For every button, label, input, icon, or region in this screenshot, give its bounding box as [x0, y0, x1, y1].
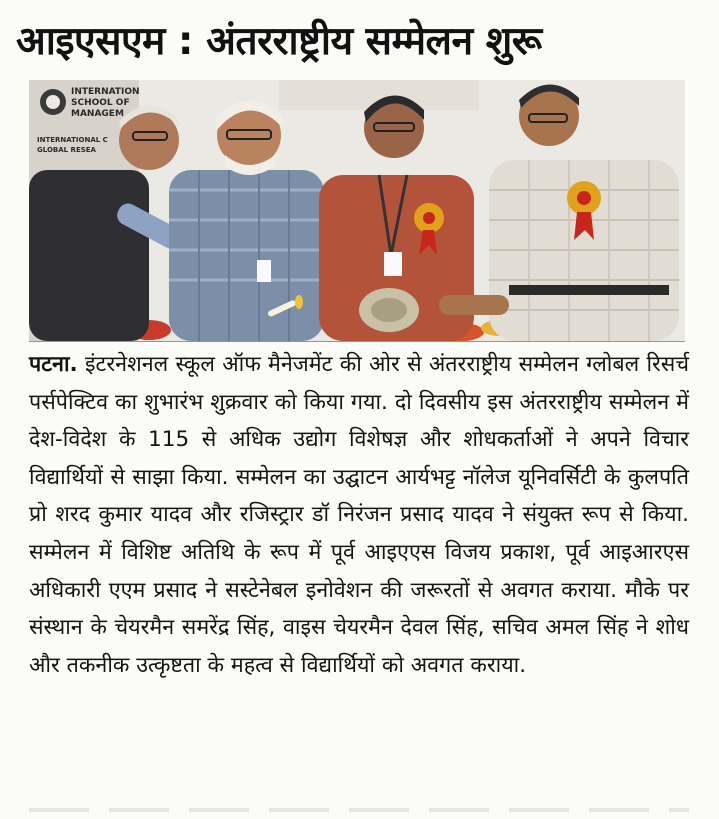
banner-line-3: MANAGEM [71, 109, 124, 119]
article-text: इंटरनेशनल स्कूल ऑफ मैनेजमेंट की ओर से अंतरराष्ट्रीय सम्मेलन ग्लोबल रिसर्च पर्सपेक्टिव का शुभारंभ शुक्रवार को किया गया. दो दिवसीय इस अंतरराष्ट्रीय सम्मेलन में देश-विदेश के 115 से अधिक उद्योग विशेषज्ञ और शोधकर्ताओं ने अपने विचार विद्यार्थियों से साझा किया. सम्मेलन का उद्घाटन आर्यभट्ट नॉलेज यूनिवर्सिटी के कुलपति प्रो शरद कुमार यादव और रजिस्ट्रार डॉ निरंजन प्रसाद यादव ने संयुक्त रूप से किया. सम्मेलन में विशिष्ट अतिथि के रूप में पूर्व आइएएस विजय प्रकाश, पूर्व आइआरएस अधिकारी एएम प्रसाद ने सस्टेनेबल इनोवेशन की जरूरतों से अवगत कराया. मौके पर संस्थान के चेयरमैन समरेंद्र सिंह, वाइस चेयरमैन देवल सिंह, सचिव अमल सिंह ने शोध और तकनीक उत्कृष्टता के महत्व से विद्यार्थियों को अवगत कराया. [29, 352, 689, 678]
banner-line-5: GLOBAL RESEA [37, 146, 96, 154]
dateline: पटना. [29, 352, 78, 377]
news-photo [29, 80, 685, 342]
photo-illustration [29, 80, 685, 341]
banner-line-1: INTERNATION [71, 87, 140, 97]
headline: आइएसएम : अंतरराष्ट्रीय सम्मेलन शुरू [16, 19, 542, 64]
banner-line-2: SCHOOL OF [71, 98, 130, 108]
banner-logo [40, 89, 66, 115]
banner-line-4: INTERNATIONAL C [37, 136, 108, 144]
bottom-divider [29, 808, 689, 812]
article-body [29, 346, 689, 684]
